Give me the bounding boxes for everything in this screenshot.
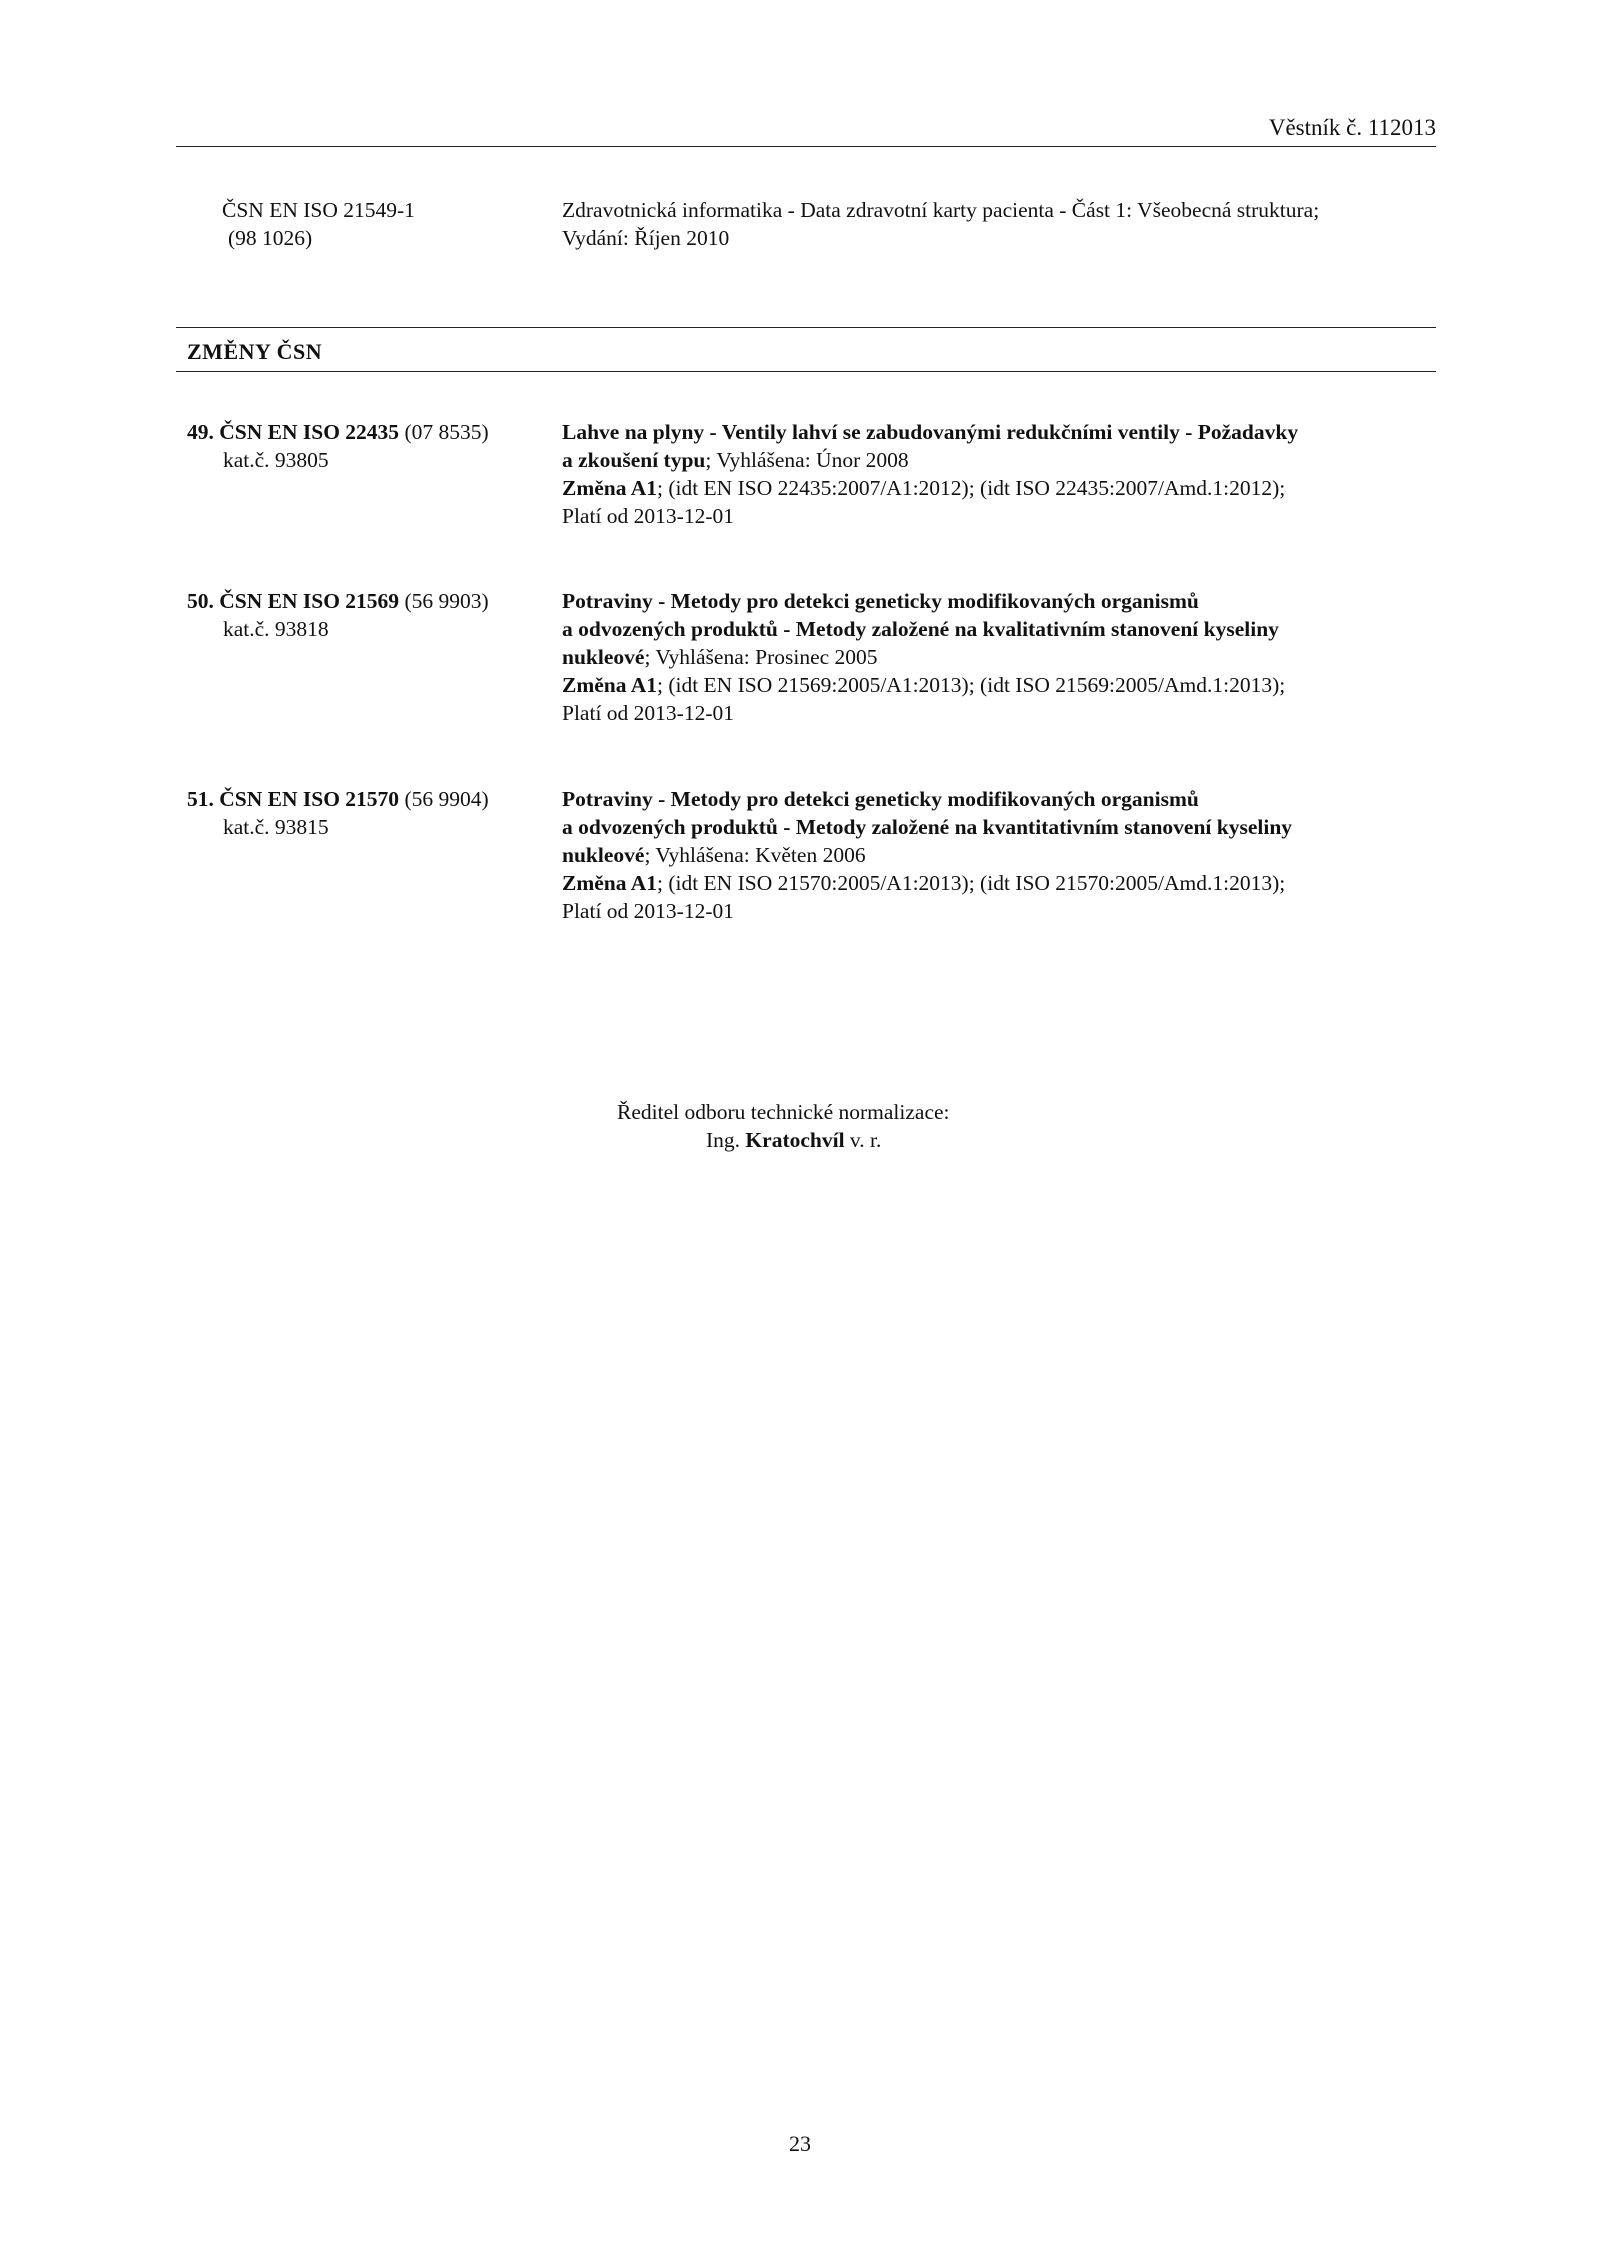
entry-announced: ; Vyhlášena: Únor 2008 <box>705 448 909 472</box>
entry-title-line: Lahve na plyny - Ventily lahví se zabudovanými redukčními ventily - Požadavky <box>562 420 1299 444</box>
entry-number: 51. <box>187 787 220 811</box>
entry-title-line: Potraviny - Metody pro detekci geneticky modifikovaných organismů <box>562 589 1199 613</box>
signature-name: Kratochvíl <box>745 1128 845 1152</box>
entry-title-line: a odvozených produktů - Metody založené na kvantitativním stanovení kyseliny <box>562 815 1293 839</box>
entry-valid-from: Platí od 2013-12-01 <box>562 701 734 725</box>
entry-class: (07 8535) <box>399 420 489 444</box>
entry-title-line: a zkoušení typu <box>562 448 706 472</box>
section-title: ZMĚNY ČSN <box>187 339 323 364</box>
entry-identifier <box>187 418 537 474</box>
top-entry-title-line2: Vydání: Říjen 2010 <box>562 226 730 250</box>
entry-title-line: nukleové <box>562 843 645 867</box>
top-entry-description <box>562 196 1442 252</box>
entry-code: ČSN EN ISO 21570 <box>219 787 400 811</box>
entry-catalog-number: kat.č. 93818 <box>223 617 329 641</box>
entry-number: 50. <box>187 589 220 613</box>
entry-identifier <box>187 587 537 643</box>
entry-catalog-number: kat.č. 93815 <box>223 815 329 839</box>
entry-valid-from: Platí od 2013-12-01 <box>562 504 734 528</box>
top-entry-title-line1: Zdravotnická informatika - Data zdravotní karty pacienta - Část 1: Všeobecná struktura; <box>562 198 1320 222</box>
entry-catalog-number: kat.č. 93805 <box>223 448 329 472</box>
entry-number: 49. <box>187 420 220 444</box>
page-number: 23 <box>789 2131 811 2156</box>
signature-suffix: v. r. <box>844 1128 882 1152</box>
entry-announced: ; Vyhlášena: Prosinec 2005 <box>644 645 878 669</box>
section-rule-bottom <box>176 371 1436 372</box>
entry-amendment-label: Změna A1 <box>562 476 657 500</box>
entry-announced: ; Vyhlášena: Květen 2006 <box>644 843 866 867</box>
entry-code: ČSN EN ISO 21569 <box>219 589 400 613</box>
section-rule-top <box>176 327 1436 328</box>
entry-amendment-label: Změna A1 <box>562 871 657 895</box>
entry-amendment-refs: ; (idt EN ISO 21570:2005/A1:2013); (idt ISO 21570:2005/Amd.1:2013); <box>656 871 1286 895</box>
page-header-publication: Věstník č. 112013 <box>1268 115 1436 140</box>
entry-amendment-refs: ; (idt EN ISO 22435:2007/A1:2012); (idt ISO 22435:2007/Amd.1:2012); <box>656 476 1286 500</box>
entry-description <box>562 785 1442 925</box>
entry-identifier <box>187 785 537 841</box>
entry-title-line: nukleové <box>562 645 645 669</box>
top-entry-class: (98 1026) <box>228 226 313 250</box>
entry-class: (56 9903) <box>399 589 489 613</box>
top-entry-identifier <box>222 196 415 252</box>
signature-prefix: Ing. <box>706 1128 746 1152</box>
entry-valid-from: Platí od 2013-12-01 <box>562 899 734 923</box>
signature-name-line <box>706 1126 881 1154</box>
signature-role: Ředitel odboru technické normalizace: <box>617 1100 950 1124</box>
entry-class: (56 9904) <box>399 787 489 811</box>
entry-amendment-label: Změna A1 <box>562 673 657 697</box>
entry-code: ČSN EN ISO 22435 <box>219 420 400 444</box>
header-rule <box>176 146 1436 147</box>
entry-title-line: a odvozených produktů - Metody založené na kvalitativním stanovení kyseliny <box>562 617 1279 641</box>
entry-description <box>562 418 1442 530</box>
entry-description <box>562 587 1442 727</box>
entry-amendment-refs: ; (idt EN ISO 21569:2005/A1:2013); (idt ISO 21569:2005/Amd.1:2013); <box>656 673 1286 697</box>
entry-title-line: Potraviny - Metody pro detekci geneticky modifikovaných organismů <box>562 787 1199 811</box>
top-entry-code: ČSN EN ISO 21549-1 <box>222 198 415 222</box>
